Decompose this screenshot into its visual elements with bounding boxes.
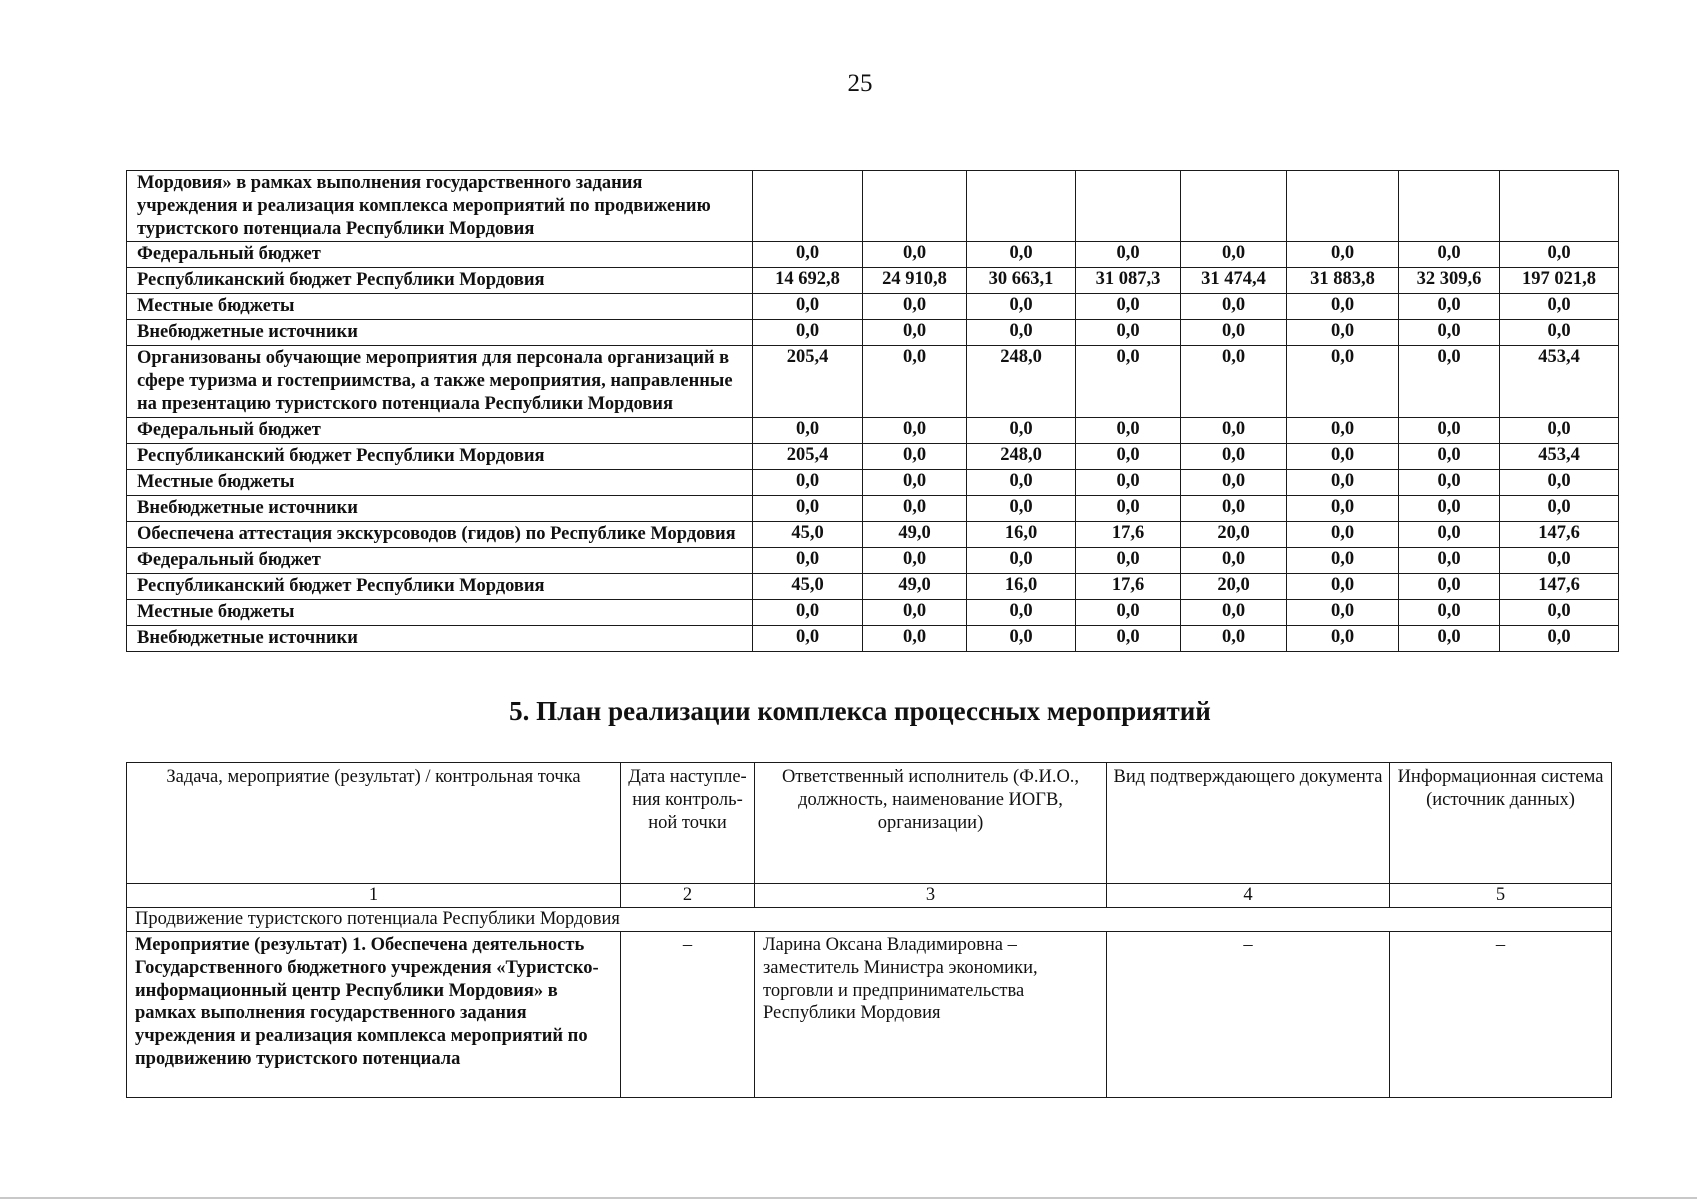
finance-value-cell: 0,0: [1076, 469, 1181, 495]
finance-value-cell: 0,0: [1500, 417, 1619, 443]
finance-row-label: Федеральный бюджет: [127, 242, 753, 268]
column-number: 2: [621, 884, 755, 908]
finance-value-cell: 0,0: [1399, 599, 1500, 625]
finance-value-cell: 0,0: [753, 294, 863, 320]
finance-row: [127, 599, 1619, 625]
finance-value-cell: 0,0: [967, 417, 1076, 443]
finance-value-cell: 49,0: [863, 573, 967, 599]
finance-table: [126, 170, 1619, 652]
finance-value-cell: [1500, 171, 1619, 242]
finance-value-cell: 0,0: [1181, 294, 1287, 320]
finance-value-cell: 0,0: [967, 495, 1076, 521]
event-responsible: Ларина Оксана Владимировна – заместитель Министра экономики, торговли и предпринимательства Республики Мордовия: [755, 932, 1107, 1098]
column-number: 3: [755, 884, 1107, 908]
finance-value-cell: 0,0: [1287, 443, 1399, 469]
finance-value-cell: 0,0: [1076, 294, 1181, 320]
column-numbers-row: [127, 884, 1612, 908]
finance-row-label: Федеральный бюджет: [127, 417, 753, 443]
section-title: 5. План реализации комплекса процессных мероприятий: [509, 696, 1211, 726]
finance-value-cell: 0,0: [863, 547, 967, 573]
finance-value-cell: 0,0: [1287, 495, 1399, 521]
finance-value-cell: 0,0: [967, 294, 1076, 320]
event-document: –: [1107, 932, 1390, 1098]
event-row: [127, 932, 1612, 1098]
finance-row: [127, 625, 1619, 651]
finance-value-cell: 0,0: [1399, 294, 1500, 320]
finance-value-cell: 0,0: [1399, 443, 1500, 469]
group-title: Продвижение туристского потенциала Республики Мордовия: [127, 908, 1612, 932]
finance-value-cell: 0,0: [1076, 495, 1181, 521]
finance-value-cell: 0,0: [1287, 547, 1399, 573]
finance-value-cell: 0,0: [753, 242, 863, 268]
finance-value-cell: 0,0: [1399, 625, 1500, 651]
finance-row: [127, 294, 1619, 320]
finance-value-cell: 205,4: [753, 346, 863, 417]
finance-row: [127, 469, 1619, 495]
finance-value-cell: 0,0: [863, 417, 967, 443]
finance-row: [127, 573, 1619, 599]
finance-value-cell: 248,0: [967, 443, 1076, 469]
finance-value-cell: 0,0: [753, 495, 863, 521]
finance-value-cell: [1181, 171, 1287, 242]
finance-value-cell: 17,6: [1076, 521, 1181, 547]
finance-value-cell: 0,0: [1181, 443, 1287, 469]
finance-value-cell: 0,0: [863, 625, 967, 651]
finance-value-cell: [967, 171, 1076, 242]
finance-value-cell: 0,0: [863, 294, 967, 320]
finance-value-cell: [1287, 171, 1399, 242]
finance-value-cell: 453,4: [1500, 443, 1619, 469]
finance-value-cell: 0,0: [1399, 320, 1500, 346]
finance-row: [127, 242, 1619, 268]
finance-value-cell: 0,0: [1287, 521, 1399, 547]
finance-value-cell: 0,0: [1181, 242, 1287, 268]
finance-row-label: Республиканский бюджет Республики Мордовия: [127, 573, 753, 599]
finance-value-cell: 0,0: [1287, 417, 1399, 443]
finance-value-cell: 0,0: [863, 599, 967, 625]
finance-row-label: Организованы обучающие мероприятия для персонала организаций в сфере туризма и гостеприимства, а также мероприятия, направленные на презентацию туристского потенциала Республики Мордовия: [127, 346, 753, 417]
finance-value-cell: 453,4: [1500, 346, 1619, 417]
finance-value-cell: 0,0: [1399, 573, 1500, 599]
finance-value-cell: 0,0: [1181, 417, 1287, 443]
finance-value-cell: 0,0: [1076, 417, 1181, 443]
finance-value-cell: 0,0: [1500, 320, 1619, 346]
finance-value-cell: 0,0: [863, 242, 967, 268]
finance-value-cell: 31 087,3: [1076, 268, 1181, 294]
finance-row-label: Внебюджетные источники: [127, 495, 753, 521]
column-number: 4: [1107, 884, 1390, 908]
finance-row: [127, 320, 1619, 346]
finance-value-cell: 0,0: [1500, 625, 1619, 651]
finance-value-cell: 45,0: [753, 573, 863, 599]
finance-value-cell: 0,0: [863, 495, 967, 521]
finance-value-cell: 30 663,1: [967, 268, 1076, 294]
finance-value-cell: 0,0: [1076, 443, 1181, 469]
finance-value-cell: 0,0: [1399, 495, 1500, 521]
finance-value-cell: 31 883,8: [1287, 268, 1399, 294]
finance-value-cell: 0,0: [1181, 547, 1287, 573]
finance-value-cell: 0,0: [753, 417, 863, 443]
finance-value-cell: 147,6: [1500, 521, 1619, 547]
finance-value-cell: 0,0: [863, 346, 967, 417]
finance-value-cell: 197 021,8: [1500, 268, 1619, 294]
finance-value-cell: 16,0: [967, 521, 1076, 547]
finance-value-cell: 0,0: [1399, 469, 1500, 495]
finance-value-cell: 0,0: [1181, 599, 1287, 625]
finance-value-cell: 0,0: [1181, 346, 1287, 417]
finance-value-cell: 0,0: [1500, 547, 1619, 573]
finance-value-cell: 0,0: [1181, 625, 1287, 651]
finance-row-label: Местные бюджеты: [127, 599, 753, 625]
finance-row: [127, 443, 1619, 469]
plan-header-row: [127, 763, 1612, 884]
event-task: Мероприятие (результат) 1. Обеспечена деятельность Государственного бюджетного учреждения «Туристско-информационный центр Республики Мордовия» в рамках выполнения государственного задания учреждения и реализация комплекса мероприятий по продвижению туристского потенциала: [127, 932, 621, 1098]
finance-value-cell: 0,0: [1287, 625, 1399, 651]
finance-value-cell: 0,0: [753, 599, 863, 625]
finance-row-label: Федеральный бюджет: [127, 547, 753, 573]
finance-row-label: Внебюджетные источники: [127, 320, 753, 346]
finance-value-cell: 49,0: [863, 521, 967, 547]
finance-value-cell: 248,0: [967, 346, 1076, 417]
finance-value-cell: 0,0: [863, 320, 967, 346]
finance-row-label: Обеспечена аттестация экскурсоводов (гидов) по Республике Мордовия: [127, 521, 753, 547]
finance-value-cell: 0,0: [1076, 320, 1181, 346]
finance-value-cell: [1076, 171, 1181, 242]
finance-value-cell: 0,0: [967, 242, 1076, 268]
finance-value-cell: 0,0: [967, 547, 1076, 573]
page-number: 25: [847, 70, 873, 97]
finance-value-cell: 0,0: [1287, 242, 1399, 268]
finance-row: [127, 417, 1619, 443]
finance-value-cell: 0,0: [753, 469, 863, 495]
finance-value-cell: 0,0: [1500, 294, 1619, 320]
finance-value-cell: 0,0: [1076, 346, 1181, 417]
header-system: Информационная система (источник данных): [1390, 763, 1612, 884]
finance-value-cell: 24 910,8: [863, 268, 967, 294]
finance-value-cell: 0,0: [1287, 346, 1399, 417]
finance-value-cell: [1399, 171, 1500, 242]
finance-row-label: Местные бюджеты: [127, 294, 753, 320]
finance-value-cell: 0,0: [753, 547, 863, 573]
finance-value-cell: 45,0: [753, 521, 863, 547]
finance-value-cell: 0,0: [1500, 242, 1619, 268]
finance-row: [127, 346, 1619, 417]
finance-value-cell: 0,0: [1500, 495, 1619, 521]
finance-row-label: Внебюджетные источники: [127, 625, 753, 651]
finance-value-cell: 0,0: [967, 469, 1076, 495]
finance-value-cell: 0,0: [753, 320, 863, 346]
plan-table: [126, 762, 1612, 1098]
finance-value-cell: 0,0: [967, 599, 1076, 625]
finance-value-cell: 14 692,8: [753, 268, 863, 294]
finance-value-cell: 0,0: [863, 469, 967, 495]
finance-value-cell: 0,0: [1287, 294, 1399, 320]
finance-row: [127, 268, 1619, 294]
finance-value-cell: 147,6: [1500, 573, 1619, 599]
finance-value-cell: 0,0: [1181, 495, 1287, 521]
finance-value-cell: 0,0: [1287, 573, 1399, 599]
finance-value-cell: 0,0: [1076, 547, 1181, 573]
header-date: Дата наступле-ния контроль-ной точки: [621, 763, 755, 884]
finance-row: [127, 171, 1619, 242]
finance-value-cell: 0,0: [967, 320, 1076, 346]
event-date: –: [621, 932, 755, 1098]
finance-value-cell: 0,0: [1076, 599, 1181, 625]
finance-value-cell: 0,0: [1399, 521, 1500, 547]
finance-value-cell: 16,0: [967, 573, 1076, 599]
page-bottom-edge: [0, 1197, 1697, 1199]
column-number: 5: [1390, 884, 1612, 908]
finance-value-cell: 0,0: [1181, 320, 1287, 346]
finance-value-cell: 0,0: [1076, 242, 1181, 268]
group-row: [127, 908, 1612, 932]
finance-value-cell: 0,0: [863, 443, 967, 469]
finance-value-cell: 0,0: [753, 625, 863, 651]
finance-value-cell: 0,0: [1287, 599, 1399, 625]
finance-row-label: Мордовия» в рамках выполнения государственного задания учреждения и реализация комплекса мероприятий по продвижению туристского потенциала Республики Мордовия: [127, 171, 753, 242]
finance-value-cell: 205,4: [753, 443, 863, 469]
finance-value-cell: 20,0: [1181, 521, 1287, 547]
finance-value-cell: [753, 171, 863, 242]
finance-row-label: Местные бюджеты: [127, 469, 753, 495]
event-system: –: [1390, 932, 1612, 1098]
finance-row: [127, 521, 1619, 547]
finance-value-cell: 0,0: [1287, 469, 1399, 495]
finance-value-cell: 0,0: [1399, 547, 1500, 573]
finance-value-cell: 0,0: [967, 625, 1076, 651]
finance-row: [127, 495, 1619, 521]
finance-value-cell: 0,0: [1287, 320, 1399, 346]
finance-row: [127, 547, 1619, 573]
finance-value-cell: 20,0: [1181, 573, 1287, 599]
column-number: 1: [127, 884, 621, 908]
finance-value-cell: 31 474,4: [1181, 268, 1287, 294]
finance-value-cell: 0,0: [1399, 417, 1500, 443]
finance-value-cell: [863, 171, 967, 242]
finance-value-cell: 0,0: [1399, 242, 1500, 268]
finance-value-cell: 17,6: [1076, 573, 1181, 599]
finance-row-label: Республиканский бюджет Республики Мордовия: [127, 268, 753, 294]
finance-value-cell: 0,0: [1500, 469, 1619, 495]
finance-row-label: Республиканский бюджет Республики Мордовия: [127, 443, 753, 469]
header-responsible: Ответственный исполнитель (Ф.И.О., должность, наименование ИОГВ, организации): [755, 763, 1107, 884]
finance-value-cell: 32 309,6: [1399, 268, 1500, 294]
finance-value-cell: 0,0: [1181, 469, 1287, 495]
finance-value-cell: 0,0: [1076, 625, 1181, 651]
header-document: Вид подтверждающего документа: [1107, 763, 1390, 884]
finance-value-cell: 0,0: [1399, 346, 1500, 417]
header-task: Задача, мероприятие (результат) / контрольная точка: [127, 763, 621, 884]
finance-value-cell: 0,0: [1500, 599, 1619, 625]
